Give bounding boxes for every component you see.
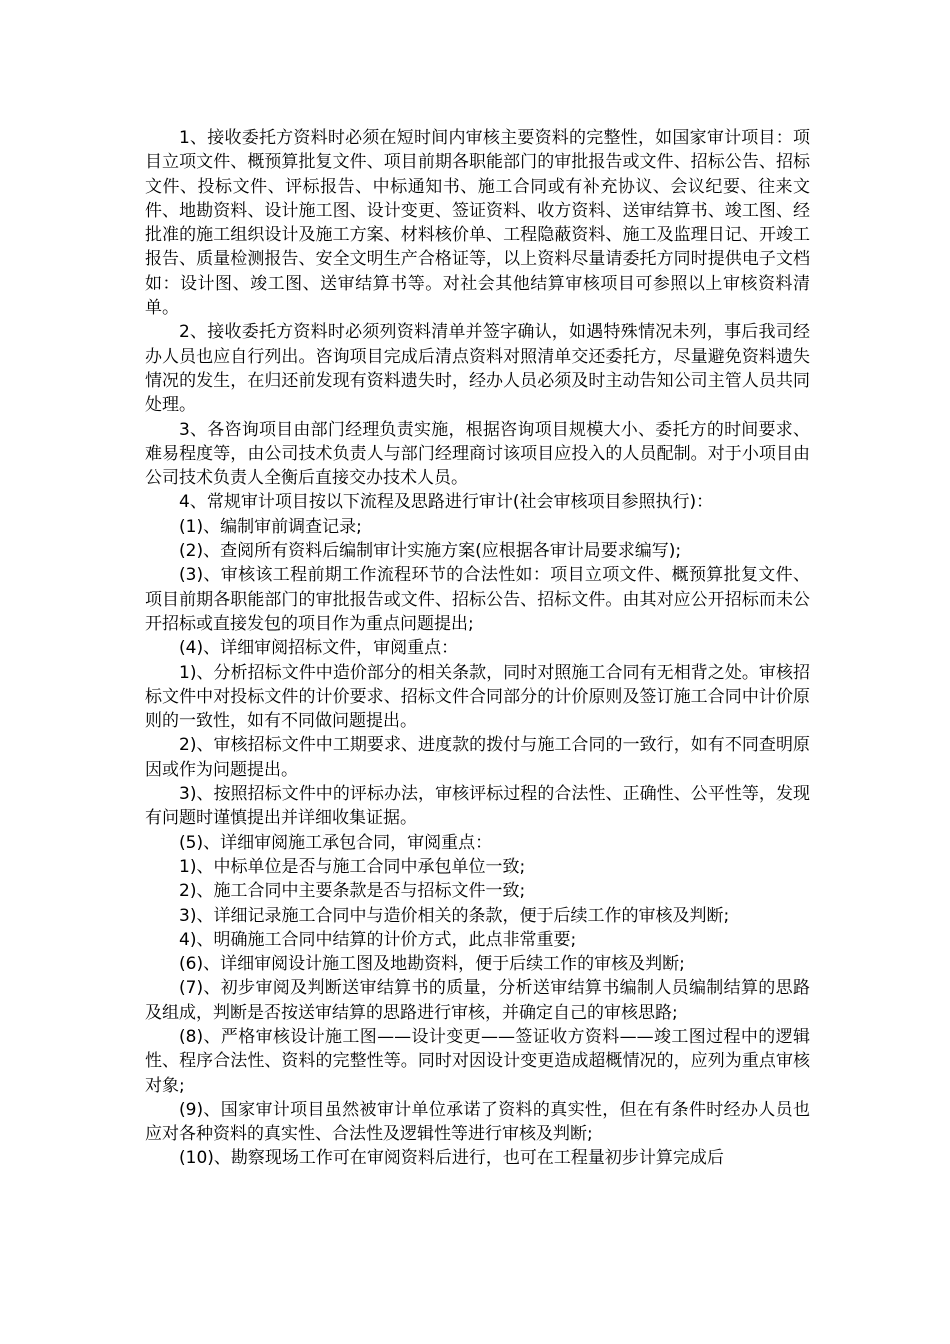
sub-list-item: 1)、分析招标文件中造价部分的相关条款，同时对照施工合同有无相背之处。审核招标文件中对投标文件的计价要求、招标文件合同部分的计价原则及签订施工合同中计价原则的一致性，如有不同做问题提出。: [145, 662, 810, 732]
list-item: (8)、严格审核设计施工图——设计变更——签证收方资料——竣工图过程中的逻辑性、程序合法性、资料的完整性等。同时对因设计变更造成超概情况的，应列为重点审核对象;: [145, 1026, 810, 1096]
list-item: (5)、详细审阅施工承包合同，审阅重点：: [179, 832, 493, 853]
paragraph-3: 3、各咨询项目由部门经理负责实施，根据咨询项目规模大小、委托方的时间要求、难易程度等，由公司技术负责人与部门经理商讨该项目应投入的人员配制。对于小项目由公司技术负责人全衡后直接交办技术人员。: [145, 419, 810, 489]
list-item: (7)、初步审阅及判断送审结算书的质量，分析送审结算书编制人员编制结算的思路及组成，判断是否按送审结算的思路进行审核，并确定自己的审核思路;: [145, 978, 810, 1023]
paragraph-2: 2、接收委托方资料时必须列资料清单并签字确认，如遇特殊情况未列，事后我司经办人员也应自行列出。咨询项目完成后清点资料对照清单交还委托方，尽量避免资料遗失情况的发生，在归还前发现有资料遗失时，经办人员必须及时主动告知公司主管人员共同处理。: [145, 322, 810, 416]
list-item: (3)、审核该工程前期工作流程环节的合法性如：项目立项文件、概预算批复文件、项目前期各职能部门的审批报告或文件、招标公告、招标文件。由其对应公开招标而未公开招标或直接发包的项目作为重点问题提出;: [145, 565, 810, 634]
list-item: (4)、详细审阅招标文件，审阅重点：: [179, 638, 459, 659]
paragraph-1: 1、接收委托方资料时必须在短时间内审核主要资料的完整性，如国家审计项目：项目立项文件、概预算批复文件、项目前期各职能部门的审批报告或文件、招标公告、招标文件、投标文件、评标报告、中标通知书、施工合同或有补充协议、会议纪要、往来文件、地勘资料、设计施工图、设计变更、签证资料、收方资料、送审结算书、竣工图、经批准的施工组织设计及施工方案、材料核价单、工程隐蔽资料、施工及监理日记、开竣工报告、质量检测报告、安全文明生产合格证等，以上资料尽量请委托方同时提供电子文档如：设计图、竣工图、送审结算书等。对社会其他结算审核项目可参照以上审核资料清单。: [145, 128, 810, 319]
sub-list-item: 3)、按照招标文件中的评标办法，审核评标过程的合法性、正确性、公平性等，发现有问题时谨慎提出并详细收集证据。: [145, 784, 810, 829]
document-body: [145, 126, 810, 1171]
sub-list-item: 2)、施工合同中主要条款是否与招标文件一致;: [179, 881, 526, 902]
list-item: (2)、查阅所有资料后编制审计实施方案(应根据各审计局要求编写);: [179, 541, 682, 562]
sub-list-item: 2)、审核招标文件中工期要求、进度款的拨付与施工合同的一致行，如有不同查明原因或作为问题提出。: [145, 735, 810, 780]
paragraph-4: 4、常规审计项目按以下流程及思路进行审计(社会审核项目参照执行)：: [179, 492, 714, 513]
list-item: (10)、勘察现场工作可在审阅资料后进行，也可在工程量初步计算完成后: [179, 1148, 724, 1169]
sub-list-item: 4)、明确施工合同中结算的计价方式，此点非常重要;: [179, 929, 577, 950]
sub-list-item: 3)、详细记录施工合同中与造价相关的条款，便于后续工作的审核及判断;: [179, 905, 730, 926]
list-item: (9)、国家审计项目虽然被审计单位承诺了资料的真实性，但在有条件时经办人员也应对各种资料的真实性、合法性及逻辑性等进行审核及判断;: [145, 1099, 810, 1145]
sub-list-item: 1)、中标单位是否与施工合同中承包单位一致;: [179, 856, 526, 877]
list-item: (1)、编制审前调查记录;: [179, 516, 362, 537]
list-item: (6)、详细审阅设计施工图及地勘资料，便于后续工作的审核及判断;: [179, 954, 685, 975]
